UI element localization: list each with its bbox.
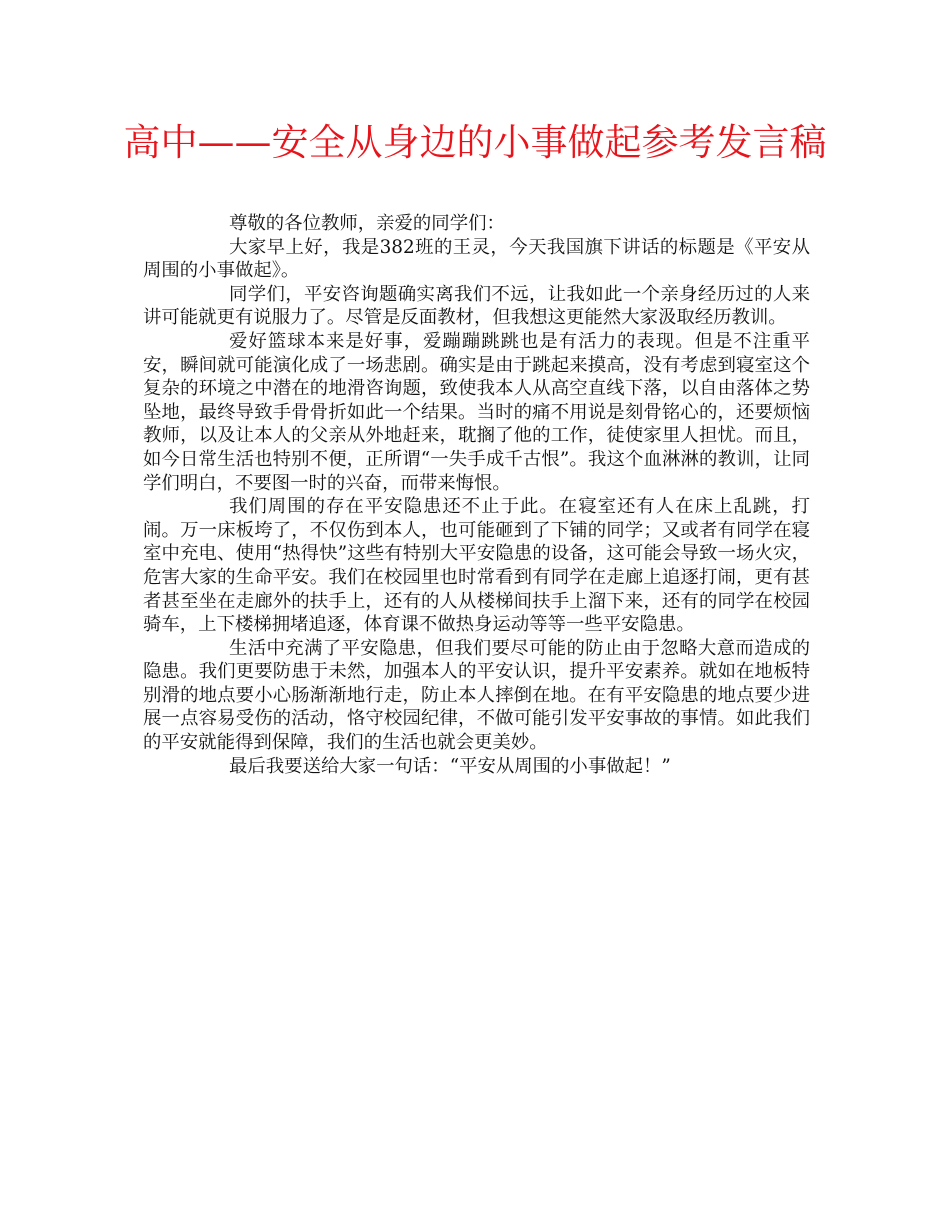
- paragraph-introduction: 大家早上好，我是382班的王灵，今天我国旗下讲话的标题是《平安从周围的小事做起》。: [143, 236, 810, 282]
- document-title: 高中——安全从身边的小事做起参考发言稿: [123, 121, 827, 164]
- paragraph-prevention: 生活中充满了平安隐患，但我们要尽可能的防止由于忽略大意而造成的隐患。我们更要防患于未然，加强本人的平安认识，提升平安素养。就如在地板特别滑的地点要小心肠渐渐地行走，防止本人摔倒在地。在有平安隐患的地点要少进展一点容易受伤的活动，恪守校园纪律，不做可能引发平安事故的事情。如此我们的平安就能得到保障，我们的生活也就会更美妙。: [143, 637, 810, 754]
- paragraph-hidden-dangers: 我们周围的存在平安隐患还不止于此。在寝室还有人在床上乱跳，打闹。万一床板垮了，不仅伤到本人，也可能砸到了下铺的同学；又或者有同学在寝室中充电、使用“热得快”这些有特别大平安隐患的设备，这可能会导致一场火灾，危害大家的生命平安。我们在校园里也时常看到有同学在走廊上追逐打闹，更有甚者甚至坐在走廊外的扶手上，还有的人从楼梯间扶手上溜下来，还有的同学在校园骑车，上下楼梯拥堵追逐，体育课不做热身运动等等一些平安隐患。: [143, 496, 810, 636]
- document-body: [143, 212, 810, 778]
- paragraph-greeting: 尊敬的各位教师，亲爱的同学们：: [229, 213, 505, 234]
- paragraph-basketball-accident: 爱好篮球本来是好事，爱蹦蹦跳跳也是有活力的表现。但是不注重平安，瞬间就可能演化成了一场悲剧。确实是由于跳起来摸高，没有考虑到寝室这个复杂的环境之中潜在的地滑咨询题，致使我本人从高空直线下落，以自由落体之势坠地，最终导致手骨骨折如此一个结果。当时的痛不用说是刻骨铭心的，还要烦恼教师，以及让本人的父亲从外地赶来，耽搁了他的工作，徒使家里人担忧。而且，如今日常生活也特别不便，正所谓“一失手成千古恨”。我这个血淋淋的教训，让同学们明白，不要图一时的兴奋，而带来悔恨。: [143, 330, 810, 494]
- paragraph-personal-experience: 同学们，平安咨询题确实离我们不远，让我如此一个亲身经历过的人来讲可能就更有说服力了。尽管是反面教材，但我想这更能然大家汲取经历教训。: [143, 283, 810, 329]
- paragraph-closing: 最后我要送给大家一句话：“平安从周围的小事做起！”: [229, 755, 671, 777]
